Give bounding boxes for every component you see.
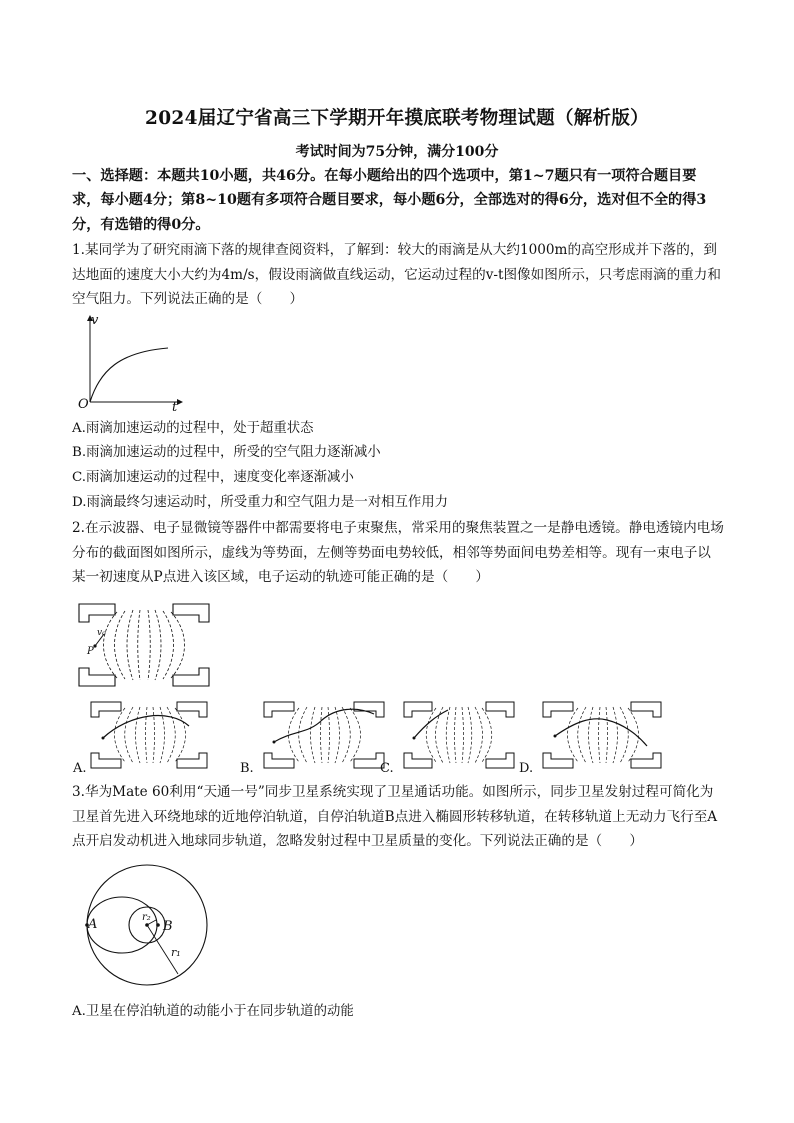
lens-option-b	[262, 700, 386, 770]
section-heading: 一、选择题：本题共10小题，共46分。在每小题给出的四个选项中，第1~7题只有一项符合题目要求，每小题4分；第8~10题有多项符合题目要求，每小题6分，全部选对的得6分，选对但不全的得3分，有选错的得0分。	[72, 168, 707, 233]
vt-curve	[90, 348, 168, 402]
lens-option-c	[402, 700, 516, 770]
lens-option-a	[89, 700, 209, 770]
question-1-stem: 1.某同学为了研究雨滴下落的规律查阅资料，了解到：较大的雨滴是从大约1000m的高空形成并下落的，到达地面的速度大小大约为4m/s，假设雨滴做直线运动，它运动过程的v-t图像如图所示，只考虑雨滴的重力和空气阻力。下列说法正确的是（ ）	[72, 242, 721, 308]
q1-option-b: B.雨滴加速运动的过程中，所受的空气阻力逐渐减小	[72, 445, 381, 460]
label-b: B	[163, 919, 173, 934]
label-r1: r₁	[171, 946, 181, 959]
q1-option-a: A.雨滴加速运动的过程中，处于超重状态	[72, 421, 314, 436]
question-2-stem: 2.在示波器、电子显微镜等器件中都需要将电子束聚焦，常采用的聚焦装置之一是静电透镜。静电透镜内电场分布的截面图如图所示，虚线为等势面，左侧等势面电势较低，相邻等势面间电势差相等。现有一束电子以某一初速度从P点进入该区域，电子运动的轨迹可能正确的是（ ）	[72, 520, 724, 586]
q3-option-a: A.卫星在停泊轨道的动能小于在同步轨道的动能	[72, 1004, 354, 1019]
q2-option-a-label: A.	[73, 761, 87, 776]
v0-label-main: v₀	[97, 628, 106, 638]
t-axis-label: t	[172, 400, 178, 415]
q2-option-b-label: B.	[240, 761, 254, 776]
question-3-stem: 3.华为Mate 60利用“天通一号”同步卫星系统实现了卫星通话功能。如图所示，同步卫星发射过程可简化为卫星首先进入环绕地球的近地停泊轨道，自停泊轨道B点进入椭圆形转移轨道，在转移轨道上无动力飞行至A点开启发动机进入地球同步轨道，忽略发射过程中卫星质量的变化。下列说法正确的是（ ）	[72, 784, 718, 850]
label-r2: r₂	[142, 912, 151, 923]
page-title: 2024届辽宁省高三下学期开年摸底联考物理试题（解析版）	[145, 108, 649, 129]
exam-info: 考试时间为75分钟，满分100分	[295, 144, 499, 160]
label-a: A	[88, 917, 98, 932]
q2-option-d-label: D.	[519, 761, 534, 776]
q2-option-c-label: C.	[380, 761, 394, 776]
lens-option-d	[541, 700, 663, 770]
orbit-figure	[80, 862, 214, 990]
origin-label: O	[78, 397, 89, 412]
q1-option-c: C.雨滴加速运动的过程中，速度变化率逐渐减小	[72, 470, 354, 485]
q1-option-d: D.雨滴最终匀速运动时，所受重力和空气阻力是一对相互作用力	[72, 495, 449, 510]
v-axis-label: v	[91, 313, 99, 328]
point-b	[156, 923, 160, 927]
p-label-main: P	[87, 646, 94, 657]
lens-figure-main	[77, 602, 211, 688]
